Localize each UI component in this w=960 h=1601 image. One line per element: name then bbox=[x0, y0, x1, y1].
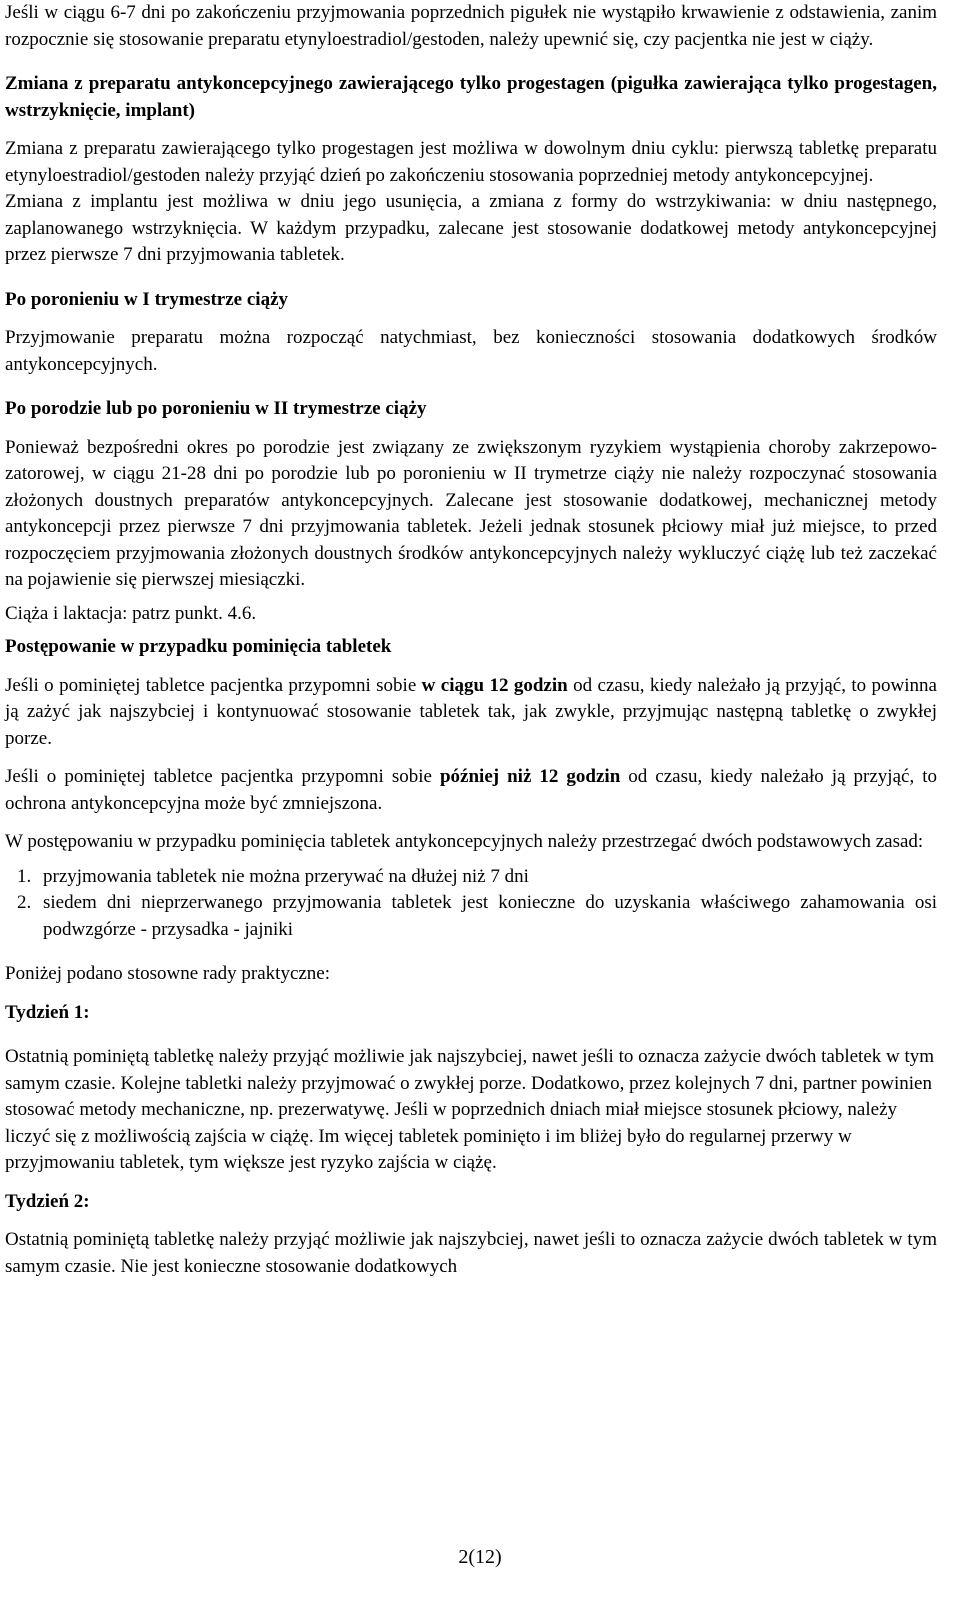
missed-paragraph-3: W postępowaniu w przypadku pominięcia tabletek antykoncepcyjnych należy przestrzegać dwóch podstawowych zasad: bbox=[5, 831, 924, 852]
missed-paragraph-2 bbox=[5, 764, 937, 817]
section-heading-first-trimester: Po poronieniu w I trymestrze ciąży bbox=[5, 288, 289, 310]
list-item-number: 1. bbox=[17, 865, 32, 887]
missed-p1-end: od czasu, kiedy należało ją przyjąć, to powinna ją zażyć jak najszybciej i kontynuować stosowanie tabletek tak, jak zwykle, przyjmując następną tabletkę o zwykłej porze. bbox=[5, 674, 937, 749]
week-1-heading: Tydzień 1: bbox=[5, 1001, 90, 1023]
list-item bbox=[5, 864, 937, 891]
postpartum-paragraph: Ponieważ bezpośredni okres po porodzie jest związany ze zwiększonym ryzykiem wystąpienia choroby zakrzepowo-zatorowej, w ciągu 21-28 dni po porodzie lub po poronieniu w II trymetrze ciąży nie należy rozpoczynać stosowania złożonych doustnych preparatów antykoncepcyjnych. Zalecane jest stosowanie dodatkowej, mechanicznej metody antykoncepcji przez pierwsze 7 dni przyjmowania tabletek. Jeżeli jednak stosunek płciowy miał już miejsce, to przed rozpoczęciem przyjmowania złożonych doustnych środków antykoncepcyjnych należy wykluczyć ciążę lub też zaczekać na pojawienie się pierwszej miesiączki. bbox=[5, 436, 937, 590]
week-1-paragraph: Ostatnią pominiętą tabletkę należy przyjąć możliwie jak najszybciej, nawet jeśli to oznacza zażycie dwóch tabletek w tym samym czasie. Kolejne tabletki należy przyjmować o zwykłej porze. Dodatkowo, przez kolejnych 7 dni, partner powinien stosować metody mechaniczne, np. prezerwatywę. Jeśli w poprzednich dniach miał miejsce stosunek płciowy, należy liczyć się z możliwością zajścia w ciążę. Im więcej tabletek pominięto i im bliżej było do regularnej przerwy w przyjmowaniu tabletek, tym większe jest ryzyko zajścia w ciążę. bbox=[5, 1046, 935, 1173]
pregnancy-reference: Ciąża i laktacja: patrz punkt. 4.6. bbox=[5, 602, 257, 624]
missed-p2-emphasis: później niż 12 godzin bbox=[439, 766, 621, 787]
missed-paragraph-1 bbox=[5, 673, 937, 753]
section-heading-postpartum: Po porodzie lub po poronieniu w II trymestrze ciąży bbox=[5, 398, 427, 419]
section-heading-missed-tablets: Postępowanie w przypadku pominięcia tabletek bbox=[5, 636, 392, 657]
list-item-text: siedem dni nieprzerwanego przyjmowania tabletek jest konieczne do uzyskania właściwego zahamowania osi podwzgórze - przysadka - jajniki bbox=[43, 892, 937, 940]
intro-paragraph: Jeśli w ciągu 6-7 dni po zakończeniu przyjmowania poprzednich pigułek nie wystąpiło krwawienie z odstawienia, zanim rozpocznie się stosowanie preparatu etynyloestradiol/gestoden, należy upewnić się, czy pacjentka nie jest w ciąży. bbox=[5, 2, 937, 50]
missed-p2-end: od czasu, kiedy należało ją przyjąć, to ochrona antykoncepcyjna może być zmniejszona. bbox=[5, 766, 937, 814]
advice-intro: Poniżej podano stosowne rady praktyczne: bbox=[5, 963, 331, 984]
week-2-heading: Tydzień 2: bbox=[5, 1190, 90, 1212]
list-item-text: przyjmowania tabletek nie można przerywać na dłużej niż 7 dni bbox=[43, 865, 529, 887]
first-trimester-paragraph: Przyjmowanie preparatu można rozpocząć natychmiast, bez konieczności stosowania dodatkowych środków antykoncepcyjnych. bbox=[5, 327, 937, 375]
missed-p2-start: Jeśli o pominiętej tabletce pacjentka przypomni sobie bbox=[5, 766, 440, 787]
missed-p1-emphasis: w ciągu 12 godzin bbox=[421, 674, 568, 696]
missed-p1-start: Jeśli o pominiętej tabletce pacjentka przypomni sobie bbox=[5, 674, 422, 696]
list-item-number: 2. bbox=[17, 892, 32, 913]
week-2-paragraph: Ostatnią pominiętą tabletkę należy przyjąć możliwie jak najszybciej, nawet jeśli to oznacza zażycie dwóch tabletek w tym samym czasie. Nie jest konieczne stosowanie dodatkowych bbox=[5, 1229, 937, 1277]
page-number: 2(12) bbox=[458, 1546, 502, 1568]
list-item bbox=[5, 890, 937, 943]
progestagen-paragraph-1: Zmiana z preparatu zawierającego tylko progestagen jest możliwa w dowolnym dniu cyklu: pierwszą tabletkę preparatu etynyloestradiol/gestoden należy przyjąć dzień po zakończeniu stosowania poprzedniej metody antykoncepcyjnej. bbox=[5, 138, 937, 186]
section-heading-progestagen: Zmiana z preparatu antykoncepcyjnego zawierającego tylko progestagen (pigułka zawierająca tylko progestagen, wstrzyknięcie, implant) bbox=[5, 73, 937, 121]
progestagen-paragraph-2: Zmiana z implantu jest możliwa w dniu jego usunięcia, a zmiana z formy do wstrzykiwania: w dniu następnego, zaplanowanego wstrzyknięcia. W każdym przypadku, zalecane jest stosowanie dodatkowej metody antykoncepcyjnej przez pierwsze 7 dni przyjmowania tabletek. bbox=[5, 191, 937, 265]
rules-list bbox=[5, 864, 937, 944]
document-page bbox=[5, 0, 937, 1280]
